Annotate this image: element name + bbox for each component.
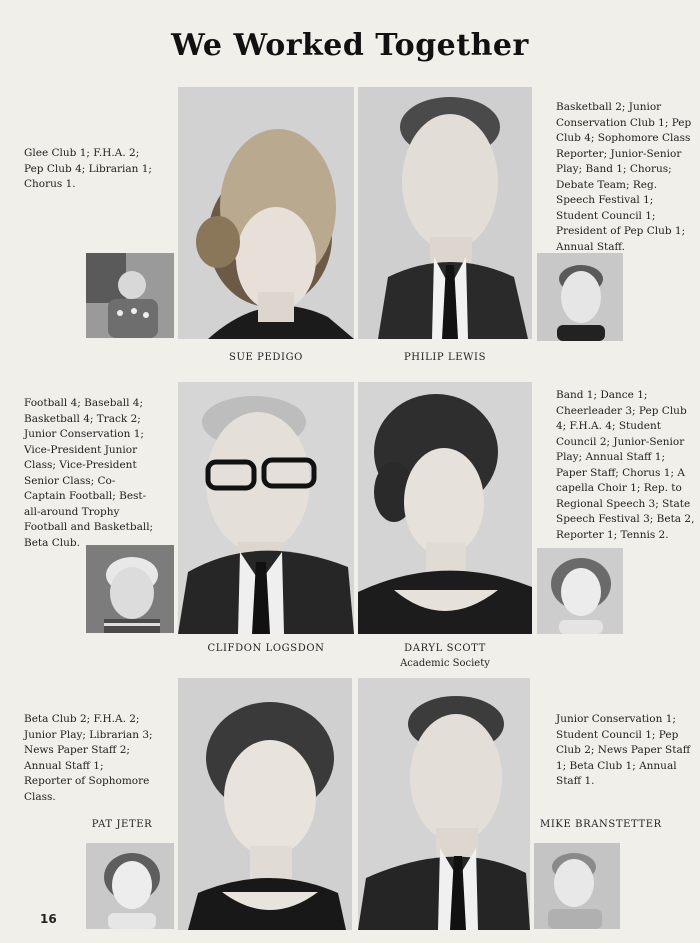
portrait-daryl-scott — [358, 382, 532, 634]
name-sue-pedigo: SUE PEDIGO — [229, 352, 303, 363]
name-daryl-scott: DARYL SCOTT — [404, 643, 486, 654]
childhood-photo-sue-pedigo — [86, 253, 174, 338]
bio-daryl-scott: Band 1; Dance 1; Cheerleader 3; Pep Club 4; F.H.A. 4; Student Council 2; Junior-Senior Play; Annual Staff 1; Paper Staff; Chorus 1; A capella Choir 1; Rep. to Regional Speech 3; State Speech Festival 3; Beta 2, Reporter 1; Tennis 2. — [556, 389, 695, 541]
childhood-photo-pat-jeter — [86, 843, 174, 929]
childhood-photo-mike-branstetter — [534, 843, 620, 929]
name-pat-jeter: PAT JETER — [91, 819, 153, 830]
childhood-photo-daryl-scott — [537, 548, 623, 634]
portrait-clifdon-logsdon — [178, 382, 354, 634]
portrait-mike-branstetter — [358, 678, 530, 930]
bio-pat-jeter: Beta Club 2; F.H.A. 2; Junior Play; Librarian 3; News Paper Staff 2; Annual Staff 1; Reporter of Sophomore Class. — [24, 713, 153, 803]
portrait-philip-lewis — [358, 87, 532, 339]
bio-clifdon-logsdon: Football 4; Baseball 4; Basketball 4; Track 2; Junior Conservation 1; Vice-President Junior Class; Vice-President Senior Class; Co-Captain Football; Best-all-around Trophy Football and Basketball; Beta Club. — [24, 397, 154, 549]
portrait-sue-pedigo — [178, 87, 354, 339]
portrait-pat-jeter — [178, 678, 352, 930]
name-mike-branstetter: MIKE BRANSTETTER — [540, 819, 662, 830]
bio-mike-branstetter: Junior Conservation 1; Student Council 1; Pep Club 2; News Paper Staff 1; Beta Club 1; Annual Staff 1. — [556, 713, 691, 787]
page-number: 16 — [40, 912, 57, 926]
bio-philip-lewis: Basketball 2; Junior Conservation Club 1; Pep Club 4; Sophomore Class Reporter; Junior-Senior Play; Band 1; Chorus; Debate Team; Reg. Speech Festival 1; Student Council 1; President of Pep Club 1; Annual Staff. — [556, 101, 692, 253]
bio-sue-pedigo: Glee Club 1; F.H.A. 2; Pep Club 4; Librarian 1; Chorus 1. — [24, 147, 152, 190]
subtitle-daryl-scott: Academic Society — [400, 658, 490, 669]
childhood-photo-clifdon-logsdon — [86, 545, 174, 633]
page-title: We Worked Together — [171, 28, 529, 63]
name-clifdon-logsdon: CLIFDON LOGSDON — [207, 643, 325, 654]
childhood-photo-philip-lewis — [537, 253, 623, 341]
name-philip-lewis: PHILIP LEWIS — [403, 352, 487, 363]
